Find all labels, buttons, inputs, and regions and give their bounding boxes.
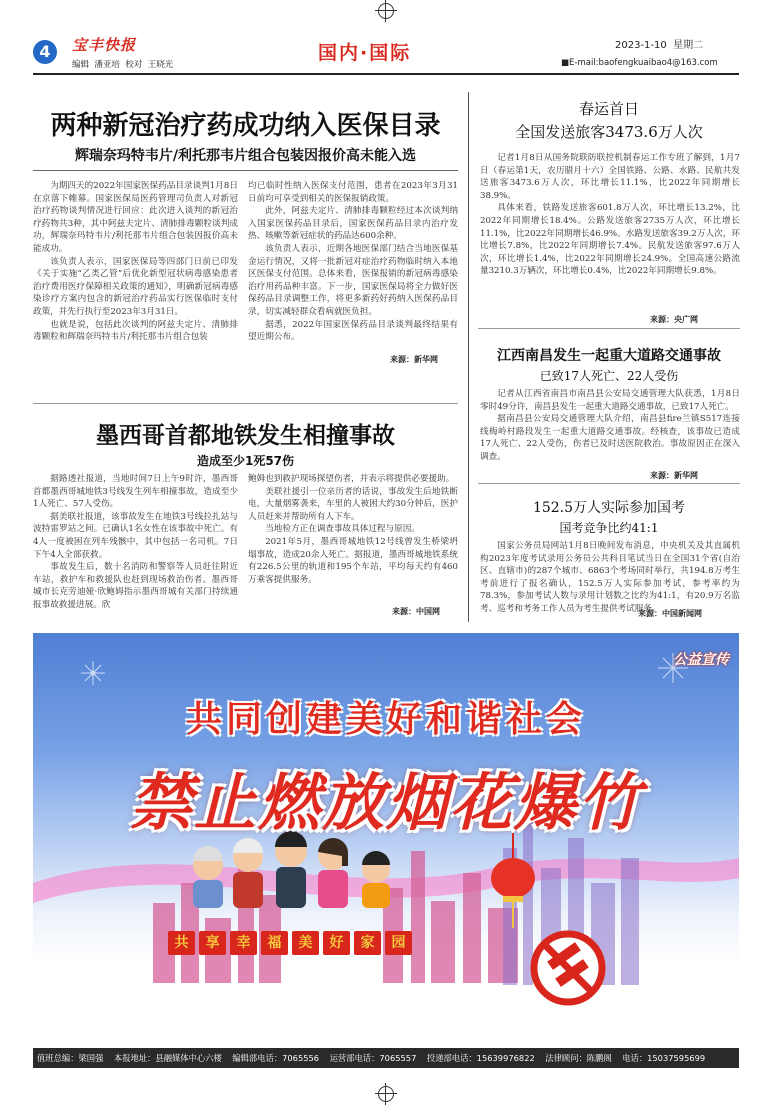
sign-char: 美	[292, 931, 319, 955]
column-divider	[468, 92, 469, 622]
article4-source: 来源：新华网	[650, 471, 698, 480]
header-rule	[33, 73, 739, 75]
article1-subtitle-rule	[33, 170, 458, 171]
article3-title: 春运首日	[578, 100, 639, 118]
no-firecracker-icon	[534, 934, 602, 1002]
article5-subtitle: 国考竞争比约41:1	[559, 521, 659, 535]
article3-source: 来源：央广网	[650, 315, 698, 324]
banner-slogan-no-fireworks: 禁止燃放烟花爆竹	[129, 766, 642, 839]
ground-band	[33, 985, 739, 1037]
paragraph: 当地检方正在调查事故具体过程与原因。	[265, 524, 420, 535]
article1-subtitle: 辉瑞奈玛特韦片/利托那韦片组合包装因报价高未能入选	[74, 148, 417, 164]
paragraph: 具体来看，铁路发送旅客601.8万人次，环比增长13.2%，比2022年同期增长18.4%。公路发送旅客2735万人次，环比增长11.1%，比2022年同期增长46.9%。水路发送旅客39.2万人次，环比增长7.8%，比2022年同期增长7.4%。民航发送旅客97.6万人次，环比增长1.4%，比2022年同期增长24.9%。全国高速公路流量3210.3万辆次，环比增长0.4%，比2022年同期增长9.8%。	[480, 203, 740, 277]
article2-source: 来源：中国网	[392, 607, 440, 616]
banner-slogan-harmony: 共同创建美好和谐社会	[185, 699, 586, 740]
sign-char: 福	[261, 931, 288, 955]
banner-tag: 公益宣传	[673, 652, 729, 668]
firework-left	[81, 661, 105, 685]
footer-info: 值班总编：梁国强 本报地址：县融媒体中心六楼 编辑部电话：7065556 运营部电话：7065557 投递部电话：15639976822 法律顾问：陈鹏阁 电话：15037595699	[37, 1053, 706, 1063]
sign-char: 好	[323, 931, 350, 955]
paragraph: 据悉，2022年国家医保药品目录谈判最终结果有望近期公布。	[248, 319, 458, 343]
paragraph: 为期四天的2022年国家医保药品目录谈判1月8日在京落下帷幕。国家医保局医药管理司负责人对新冠治疗药物谈判情况进行回应：此次进入谈判的新冠治疗药物共3种，其中阿兹夫定片、清肺排毒颗粒谈判成功，辉瑞奈玛特韦片/利托那韦片组合包装因报价高未能成功。	[33, 181, 238, 254]
article1-column-2	[248, 180, 458, 344]
article2-column-2	[248, 473, 458, 586]
public-service-banner	[33, 633, 739, 1037]
issue-date: 2023-1-10 星期二	[615, 40, 704, 51]
article5-title: 152.5万人实际参加国考	[532, 500, 686, 516]
article1-source: 来源：新华网	[390, 355, 438, 364]
article3-bottom-rule	[478, 328, 740, 329]
footer-bar	[33, 1048, 739, 1068]
article2-column-1	[33, 473, 238, 612]
article3-subtitle: 全国发送旅客3473.6万人次	[515, 123, 703, 141]
sign-char: 幸	[230, 931, 257, 955]
article4-subtitle: 已致17人死亡、22人受伤	[539, 369, 679, 383]
page-number-badge	[33, 40, 57, 64]
article4-body	[480, 388, 740, 464]
paragraph: 据路透社报道，当地时间7日上午9时许，墨西哥首都墨西哥城地铁3号线发生列车相撞事故，造成至少1人死亡、57人受伤。	[33, 474, 238, 510]
sign-char: 园	[385, 931, 412, 955]
paragraph: 美联社援引一位亲历者的话说，事故发生后地铁断电，大量烟雾袭来，车里的人被困大约30分钟后，医护人员赶来并帮助所有人下车。	[248, 486, 458, 522]
section-title: 国内·国际	[318, 42, 412, 64]
paragraph: 均已临时性纳入医保支付范围，患者在2023年3月31日前均可享受到相关的医保报销政策。	[248, 181, 458, 204]
paragraph: 记者1月8日从国务院联防联控机制春运工作专班了解到，1月7日（春运第1天，农历腊月十六）全国铁路、公路、水路、民航共发送旅客3473.6万人次，环比增长11.1%，比2022年同期增长38.9%。	[480, 153, 740, 201]
article2-title: 墨西哥首都地铁发生相撞事故	[96, 422, 395, 449]
article4-title: 江西南昌发生一起重大道路交通事故	[497, 348, 721, 364]
masthead-logo: 宝丰快报	[72, 36, 137, 54]
article2-subtitle: 造成至少1死57伤	[196, 454, 295, 468]
paragraph: 该负责人表示，国家医保局等四部门日前已印发《关于实施“乙类乙管”后优化新型冠状病毒感染患者治疗费用医疗保障相关政策的通知》，明确新冠病毒感染诊疗方案内包含的新冠治疗药品实行医保临时支付政策，并先行执行至2023年3月31日。	[33, 256, 238, 317]
paragraph: 2021年5月，墨西哥城地铁12号线曾发生桥梁坍塌事故，造成20余人死亡。据报道，墨西哥城地铁系统有226.5公里的轨道和195个车站，平均每天约有460万乘客提供服务。	[248, 536, 458, 585]
article5-body	[480, 540, 740, 616]
sign-char: 家	[354, 931, 381, 955]
article5-source: 来源：中国新闻网	[638, 609, 702, 618]
paragraph: 据南昌县公安局交通管理大队介绍，南昌县fire兰镇S517连接线梅岭村路段发生一起重大道路交通事故。经核查，该事故已造成17人死亡、22人受伤，伤者已及时送医院救治。事故原因正在深入调查。	[480, 414, 740, 462]
registration-mark-bottom	[378, 1086, 394, 1102]
paragraph: 据美联社报道，该事故发生在地铁3号线拉扎站与波特雷罗站之间。已确认1名女性在该事故中死亡。有4人一度被困在列车残骸中，其中包括一名司机。7日下午4人全部获救。	[33, 511, 238, 560]
article1-title: 两种新冠治疗药成功纳入医保目录	[50, 111, 441, 141]
contact-email: ■E-mail:baofengkuaibao4@163.com	[561, 58, 718, 68]
paragraph: 也就是说，包括此次谈判的阿兹夫定片、清肺排毒颗粒和辉瑞奈玛特韦片/利托那韦片组合包装	[33, 319, 238, 343]
registration-mark-top	[378, 3, 394, 19]
article3-body	[480, 152, 740, 278]
article1-column-1	[33, 180, 238, 344]
page-header	[0, 30, 772, 72]
sign-char: 享	[199, 931, 226, 955]
sign-char: 共	[168, 931, 195, 955]
paragraph: 记者从江西省南昌市南昌县公安局交通管理大队获悉，1月8日零时49分许，南昌县发生一起重大道路交通事故，已致17人死亡。	[480, 389, 740, 412]
paragraph: 鲍姆也到救护现场探望伤者，并表示将提供必要援助。	[248, 474, 455, 484]
paragraph: 国家公务员局网站1月8日晚间发布消息，中央机关及其直属机构2023年度考试录用公务员公共科目笔试当日在全国31个省(自治区、直辖市)的287个城市、6863个考场同时举行，共194.8万考生考前进行了报名确认，152.5万人实际参加考试，参考率约为78.3%，参加考试人数与录用计划数之比约为41:1，有20.9万名监考、巡考和考务工作人员为考生提供考试服务。	[480, 541, 740, 614]
article4-bottom-rule	[478, 483, 740, 484]
paragraph: 事故发生后，数十名消防和警察等人员赶往附近车站，救护车和救援队也赶到现场救治伤者。墨西哥城市长克劳迪娅·欣鲍姆指示墨西哥城有关部门持续通报事故救援进展。欣	[33, 562, 238, 610]
paragraph: 该负责人表示，近期各地医保部门结合当地医保基金运行情况，又将一批新冠对症治疗药物临时纳入本地区医保支付范围。总体来看，医保报销的新冠病毒感染治疗用药品种丰富。下一步，国家医保局将全力做好医保药品目录调整工作，将更多新药好药纳入医保药品目录，切实减轻群众看病就医负担。	[248, 243, 458, 317]
editor-line: 编辑 潘亚培 校对 王晓光	[72, 60, 174, 70]
paragraph: 此外，阿兹夫定片、清肺排毒颗粒经过本次谈判纳入国家医保药品目录后，国家医保药品目录内治疗发热、咳嗽等新冠症状的药品达600余种。	[248, 206, 458, 242]
page-number: 4	[39, 42, 51, 61]
family-sign	[168, 931, 418, 955]
article1-bottom-rule	[33, 403, 458, 404]
